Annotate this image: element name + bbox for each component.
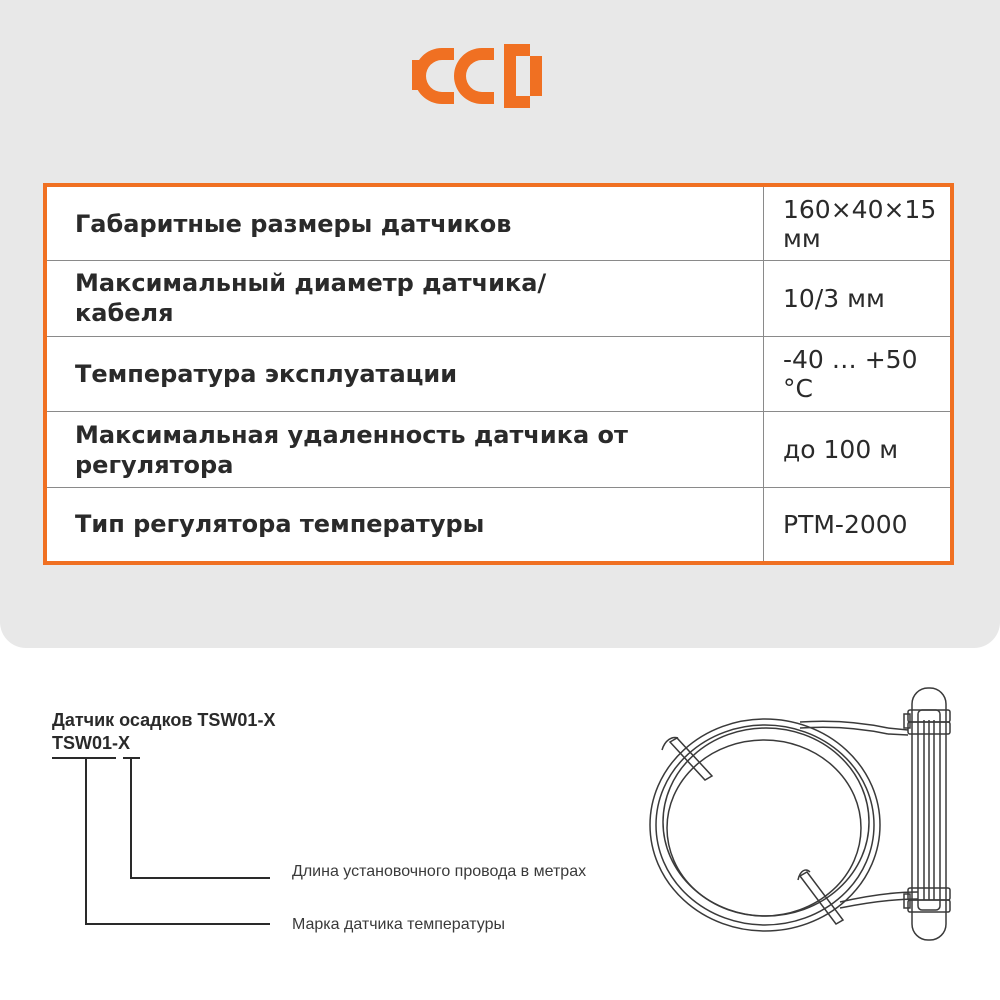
spec-value: РТМ-2000 [783,509,908,539]
code-title: Датчик осадков TSW01-X [52,710,276,730]
spec-name: Температура эксплуатации [45,336,764,412]
spec-name: Тип регулятора температуры [45,487,764,563]
spec-value: -40 … +50 °C [764,336,953,412]
spec-value: до 100 м [764,412,953,488]
spec-name: Габаритные размеры датчиков [45,185,764,261]
spec-value: 160×40×15 мм [764,185,953,261]
spec-name: Максимальная удаленность датчика от регулятора [45,412,764,488]
legend-prefix: Марка датчика температуры [292,916,505,933]
spec-name: Максимальный диаметр датчика/кабеля [45,261,764,337]
spec-value: 10/3 мм [764,261,953,337]
rain-sensor-icon [640,680,980,980]
code-prefix: TSW01 [52,733,113,753]
code-separator: - [112,733,119,753]
code-suffix: X [118,733,131,753]
legend-suffix: Длина установочного провода в метрах [292,863,587,880]
